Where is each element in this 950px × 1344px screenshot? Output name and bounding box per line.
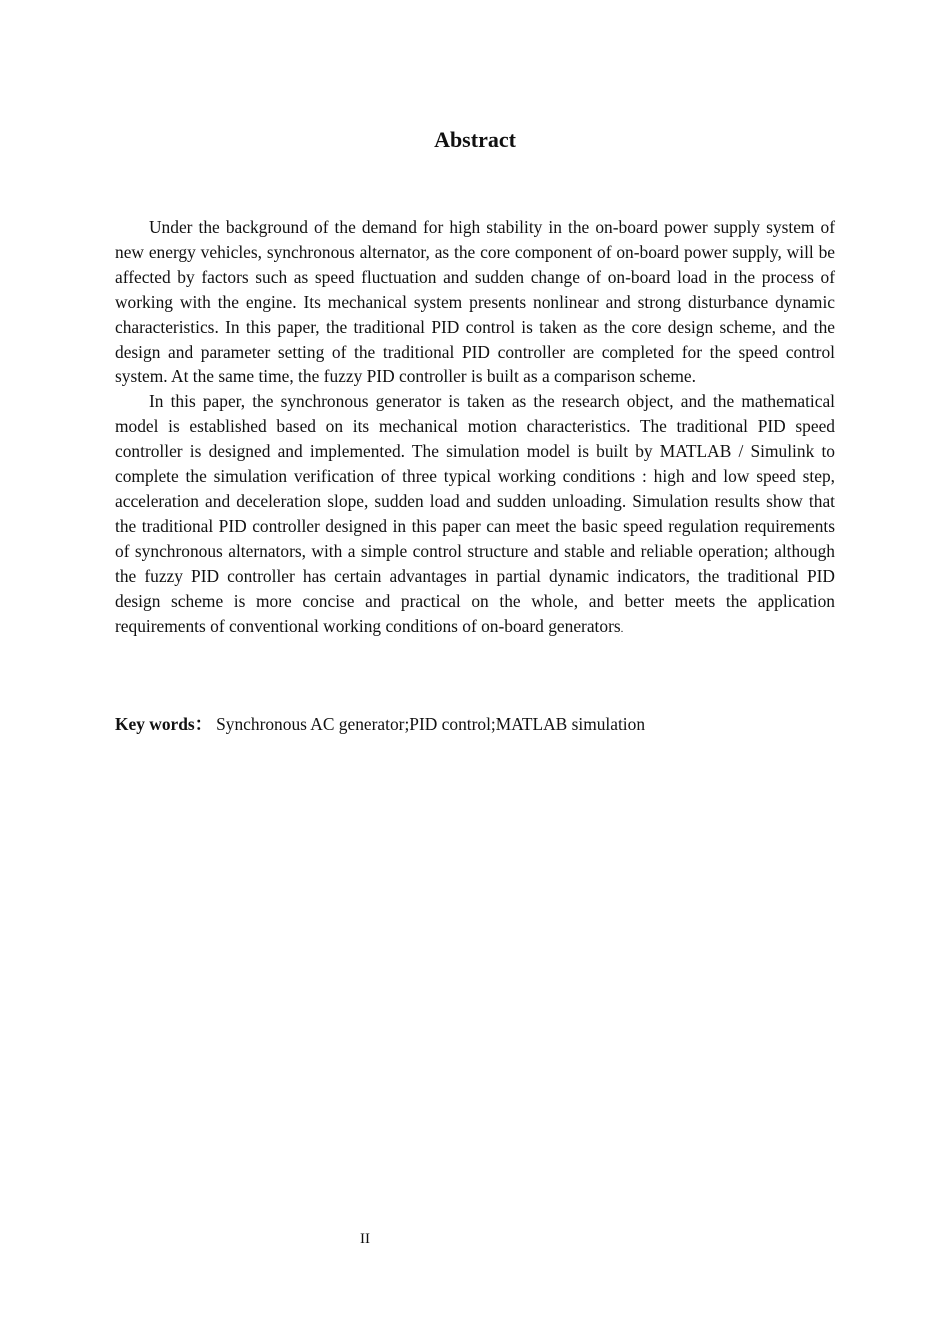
abstract-paragraph-2 xyxy=(115,389,835,641)
keywords-line xyxy=(115,712,835,737)
abstract-paragraph-2-text: In this paper, the synchronous generator is taken as the research object, and the mathematical model is established based on its mechanical motion characteristics. The traditional PID speed controller is designed and implemented. The simulation model is built by MATLAB / Simulink to complete the simulation verification of three typical working conditions : high and low speed step, acceleration and deceleration slope, sudden load and sudden unloading. Simulation results show that the traditional PID controller designed in this paper can meet the basic speed regulation requirements of synchronous alternators, with a simple control structure and stable and reliable operation; although the fuzzy PID controller has certain advantages in partial dynamic indicators, the traditional PID design scheme is more concise and practical on the whole, and better meets the application requirements of conventional working conditions of on-board generators xyxy=(115,391,835,636)
page-number: II xyxy=(360,1231,370,1247)
abstract-body xyxy=(115,215,835,641)
keywords-label: Key words： xyxy=(115,714,213,734)
abstract-title: Abstract xyxy=(434,127,516,152)
abstract-paragraph-2-period: . xyxy=(620,622,624,635)
keywords-values: Synchronous AC generator;PID control;MATLAB simulation xyxy=(216,714,646,734)
abstract-paragraph-1: Under the background of the demand for high stability in the on-board power supply system of new energy vehicles, synchronous alternator, as the core component of on-board power supply, will be affected by factors such as speed fluctuation and sudden change of on-board load in the process of working with the engine. Its mechanical system presents nonlinear and strong disturbance dynamic characteristics. In this paper, the traditional PID control is taken as the core design scheme, and the design and parameter setting of the traditional PID controller are completed for the speed control system. At the same time, the fuzzy PID controller is built as a comparison scheme. xyxy=(115,217,835,387)
